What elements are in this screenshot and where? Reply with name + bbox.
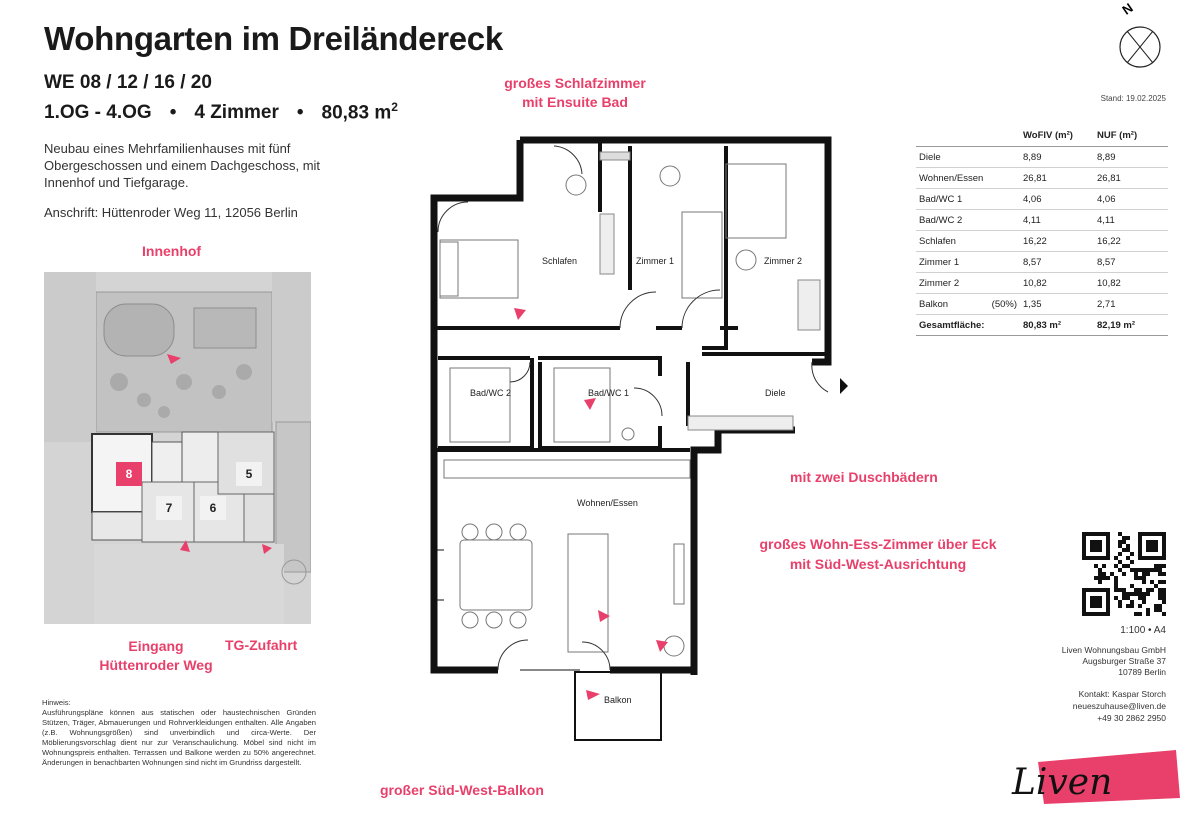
table-row	[916, 273, 1168, 294]
nuf-cell: 2,71	[1094, 294, 1168, 315]
total-nuf-cell: 82,19 m²	[1094, 315, 1168, 336]
table-row	[916, 168, 1168, 189]
unit-5-marker: 5	[236, 462, 262, 486]
nuf-cell: 26,81	[1094, 168, 1168, 189]
label-innenhof: Innenhof	[142, 243, 202, 259]
room-count: 4 Zimmer	[194, 102, 279, 124]
total-wofiv-cell: 80,83 m²	[1020, 315, 1094, 336]
table-header-row	[916, 128, 1168, 147]
wofiv-cell: 10,82	[1020, 273, 1094, 294]
wofiv-cell: 16,22	[1020, 231, 1094, 252]
nuf-cell: 10,82	[1094, 273, 1168, 294]
room-name-cell: Bad/WC 1	[916, 189, 1020, 210]
unit-numbers: WE 08 / 12 / 16 / 20	[44, 72, 212, 93]
room-bad2: Bad/WC 2	[470, 388, 512, 398]
room-name-cell: Balkon (50%)	[916, 294, 1020, 315]
table-header	[916, 128, 1020, 147]
compass-icon	[1114, 0, 1166, 75]
room-name-cell: Zimmer 2	[916, 273, 1020, 294]
unit-7-marker: 7	[156, 496, 182, 520]
room-zimmer2: Zimmer 2	[764, 256, 802, 266]
wofiv-cell: 8,57	[1020, 252, 1094, 273]
wofiv-cell: 1,35	[1020, 294, 1094, 315]
percentage-note: (50%)	[991, 298, 1017, 310]
table-row	[916, 147, 1168, 168]
room-name-cell: Schlafen	[916, 231, 1020, 252]
nuf-cell: 4,06	[1094, 189, 1168, 210]
room-diele: Diele	[765, 388, 786, 398]
logo-text: Liven	[1012, 762, 1113, 803]
room-zimmer1: Zimmer 1	[636, 256, 674, 266]
site-plan	[44, 272, 311, 624]
nuf-cell: 16,22	[1094, 231, 1168, 252]
label-eingang: Eingang Hüttenroder Weg	[99, 638, 213, 673]
liven-logo	[1004, 748, 1182, 806]
room-name-cell: Bad/WC 2	[916, 210, 1020, 231]
qr-code-icon	[1082, 532, 1166, 616]
project-description: Neubau eines Mehrfamilienhauses mit fünf Obergeschossen und einem Dachgeschoss, mit Innenhof und Tiefgarage.	[44, 141, 321, 190]
nuf-cell: 4,11	[1094, 210, 1168, 231]
unit-8-marker: 8	[116, 462, 142, 486]
room-name-cell: Wohnen/Essen	[916, 168, 1020, 189]
table-row	[916, 189, 1168, 210]
scale-format: 1:100 • A4	[1120, 625, 1166, 636]
room-schlafen: Schlafen	[542, 256, 578, 266]
label-tg-zufahrt: TG-Zufahrt	[225, 637, 298, 653]
table-header: WoFlV (m²)	[1020, 128, 1094, 147]
highlight-wohnzimmer: großes Wohn-Ess-Zimmer über Eck mit Süd-West-Ausrichtung	[759, 536, 997, 572]
company-address: Liven Wohnungsbau GmbH Augsburger Straße 37 10789 Berlin	[1061, 645, 1166, 677]
room-balkon: Balkon	[604, 695, 632, 705]
room-bad1: Bad/WC 1	[588, 388, 630, 398]
area-table	[916, 128, 1168, 336]
wofiv-cell: 4,06	[1020, 189, 1094, 210]
highlight-duschbaeder: mit zwei Duschbädern	[790, 469, 938, 485]
nuf-cell: 8,89	[1094, 147, 1168, 168]
table-header: NUF (m²)	[1094, 128, 1168, 147]
room-name-cell: Diele	[916, 147, 1020, 168]
page-title: Wohngarten im Dreiländereck	[44, 20, 503, 57]
wofiv-cell: 8,89	[1020, 147, 1094, 168]
table-row	[916, 252, 1168, 273]
floors: 1.OG - 4.OG	[44, 102, 152, 124]
project-address: Anschrift: Hüttenroder Weg 11, 12056 Berlin	[44, 205, 298, 220]
table-row	[916, 231, 1168, 252]
wofiv-cell: 4,11	[1020, 210, 1094, 231]
bullet: •	[169, 102, 177, 124]
table-row	[916, 210, 1168, 231]
unit-6-marker: 6	[200, 496, 226, 520]
site-plan-drawing	[44, 272, 311, 624]
floorplan	[420, 130, 860, 750]
room-wohnen: Wohnen/Essen	[577, 498, 638, 508]
nuf-cell: 8,57	[1094, 252, 1168, 273]
table-total-row	[916, 315, 1168, 336]
unit-area: 80,83 $m^2$	[321, 100, 398, 124]
wofiv-cell: 26,81	[1020, 168, 1094, 189]
room-name-cell: Zimmer 1	[916, 252, 1020, 273]
compass-letter: N	[1119, 0, 1136, 18]
highlight-schlafzimmer: großes Schlafzimmer mit Ensuite Bad	[504, 75, 646, 110]
disclaimer: Hinweis: Ausführungspläne können aus statischen oder haustechnischen Gründen Stützen, Träger, Abmauerungen und Rohrverkleidungen enthalten. Alle Angaben (z.B. Wohnungsgrößen) sind unverbindlich und circa-Werte. Der Möblierungsvorschlag dient nur zur Veranschaulichung. Möbel sind nicht im Wohnungspreis enthalten. Terrassen und Balkone werden zu 50% angerechnet. Änderungen in benachbarten Wohnungen sind nicht im Grundriss dargestellt.	[42, 698, 316, 767]
highlight-balkon: großer Süd-West-Balkon	[380, 782, 544, 798]
total-room-cell: Gesamtfläche:	[916, 315, 1020, 336]
contact-info: Kontakt: Kaspar Storch neueszuhause@liven.de +49 30 2862 2950	[1072, 689, 1166, 723]
date-stand: Stand: 19.02.2025	[1100, 94, 1166, 103]
table-body	[916, 147, 1168, 336]
bullet: •	[296, 102, 304, 124]
unit-summary	[44, 100, 398, 124]
table-row	[916, 294, 1168, 315]
